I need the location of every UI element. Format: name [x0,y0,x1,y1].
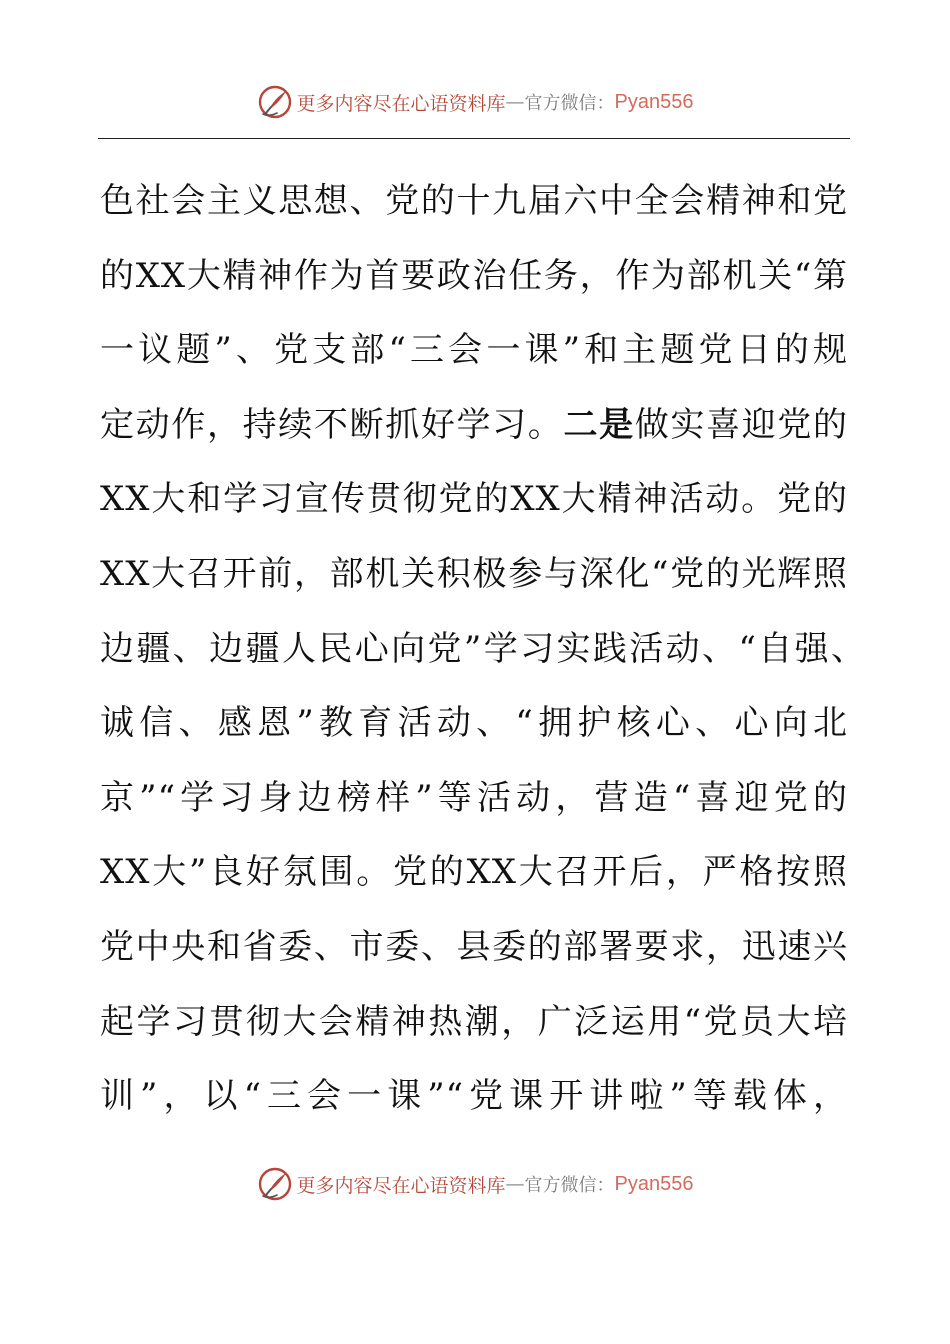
footer-official-label: 官方微信： [524,1175,615,1196]
body-line: XX大召开前，部机关积极参与深化“党的光辉照 [100,553,848,594]
body-line: 边疆、边疆人民心向党”学习实践活动、“自强、 [100,628,866,669]
body-line [100,388,848,463]
document-body [100,164,866,1134]
body-line: 训”，以“三会一课”“党课开讲啦”等载体， [100,1076,848,1117]
bold-keyword: 二是 [563,404,635,445]
body-line: 京”“学习身边榜样”等活动，营造“喜迎党的 [100,777,848,818]
footer-wechat-id: Pyan556 [614,1172,694,1195]
header-site-name: 更多内容尽在心语资料库 [296,92,506,115]
body-line: 诚信、感恩”教育活动、“拥护核心、心向北 [100,703,848,744]
body-line: 一议题”、党支部“三会一课”和主题党日的规 [100,330,848,371]
footer-dash: — [505,1173,525,1195]
footer-site-name: 更多内容尽在心语资料库 [296,1174,506,1197]
header-wechat-id: Pyan556 [614,90,694,113]
header-dash: — [505,91,525,113]
footer-banner [257,1166,694,1202]
body-line: 的XX大精神作为首要政治任务，作为部机关“第 [100,255,848,296]
body-line: 色社会主义思想、党的十九届六中全会精神和党 [100,181,848,221]
page-header [0,80,950,124]
body-line-text: 做实喜迎党的 [634,404,849,445]
body-line: 起学习贯彻大会精神热潮，广泛运用“党员大培 [100,1001,848,1042]
body-line: 党中央和省委、市委、县委的部署要求，迅速兴 [100,926,848,967]
body-line: XX大和学习宣传贯彻党的XX大精神活动。党的 [100,479,848,520]
header-banner [257,84,694,120]
body-line: XX大”良好氛围。党的XX大召开后，严格按照 [100,852,848,893]
quill-pen-logo-icon [257,1166,293,1202]
header-official-label: 官方微信： [524,93,615,114]
header-divider [98,138,850,139]
body-line-text: 定动作，持续不断抓好学习。 [100,404,564,445]
quill-pen-logo-icon [257,84,293,120]
page-footer [0,1162,950,1206]
